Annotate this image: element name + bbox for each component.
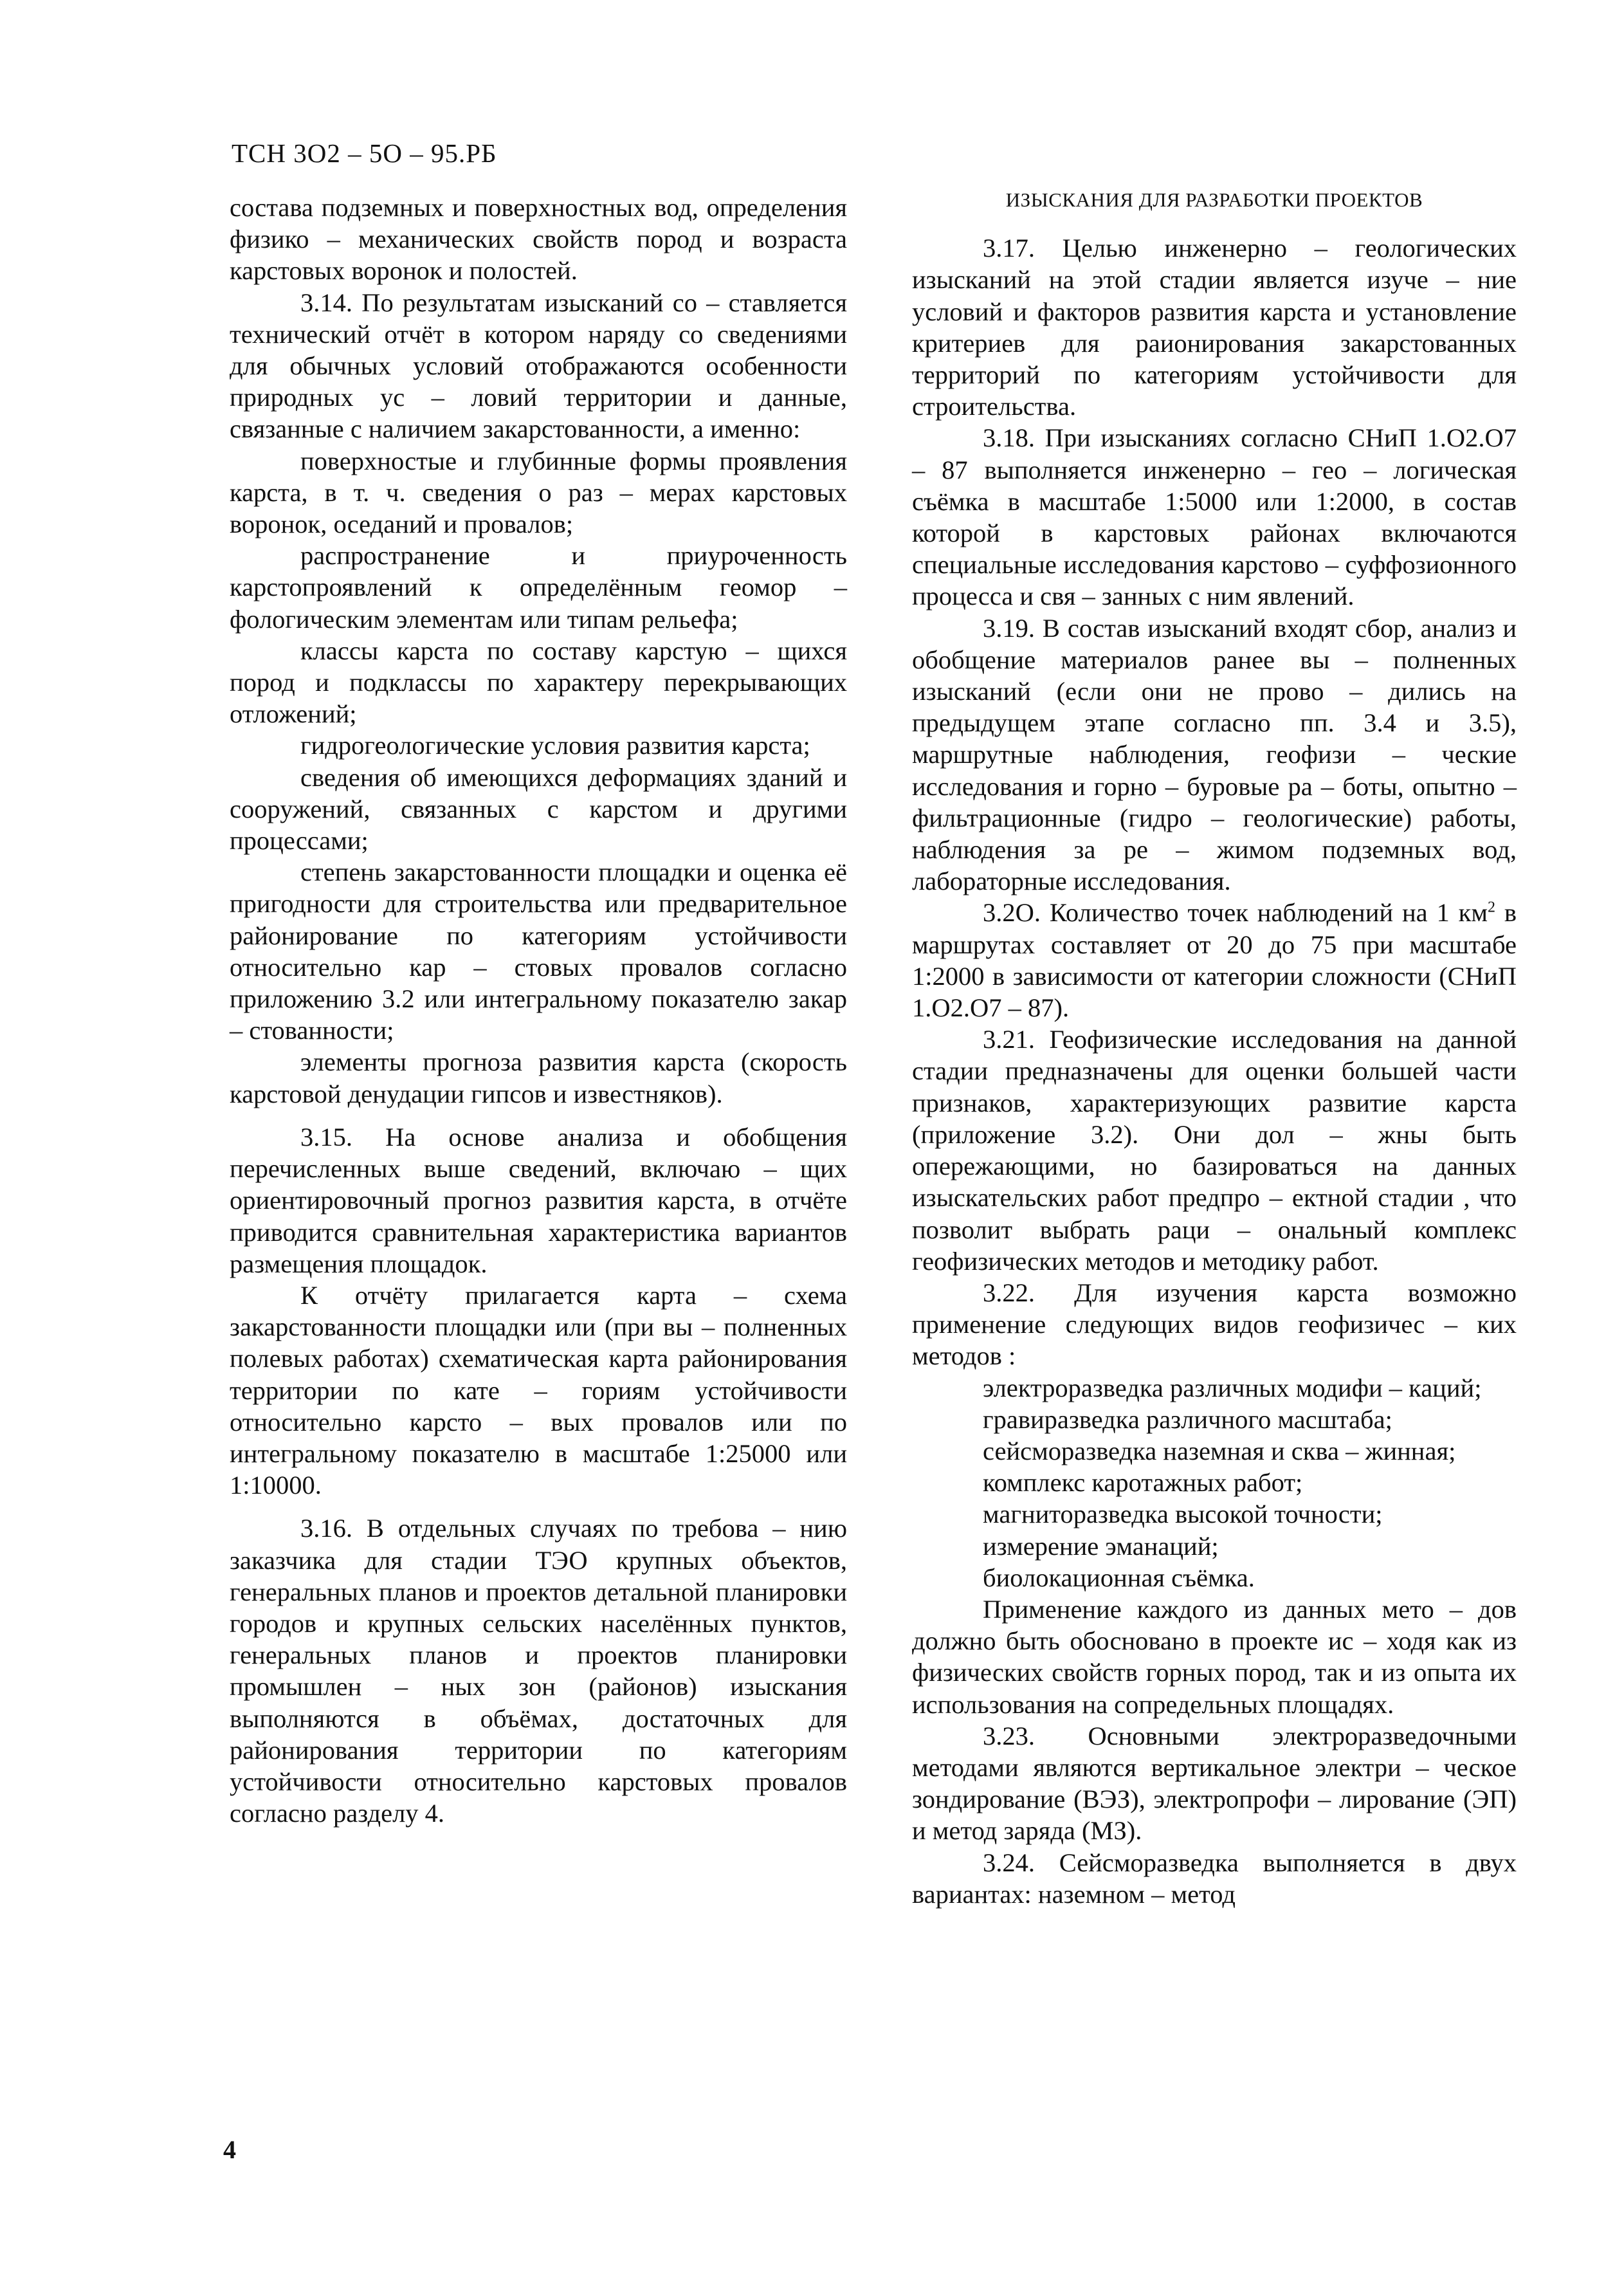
list-item: магниторазведка высокой точности;	[983, 1500, 1383, 1529]
list-item: гравиразведка различного масштаба;	[983, 1404, 1392, 1434]
paragraph-3-23: 3.23. Основными электроразведочными методами являются вертикальное электри – ческое зондирование (ВЭЗ), электропрофи – лирование (ЭП) и метод заряда (МЗ).	[912, 1721, 1517, 1846]
list-item: элементы прогноза развития карста (скорость карстовой денудации гипсов и известняков).	[230, 1047, 847, 1108]
list-item: биолокационная съёмка.	[983, 1563, 1255, 1592]
paragraph: К отчёту прилагается карта – схема закарстованности площадки или (при вы – полненных полевых работах) схематическая карта районирования территории по кате – гориям устойчивости относительно карсто – вых провалов или по интегральному показателю в масштабе 1:25000 или 1:10000.	[230, 1280, 847, 1500]
page-number: 4	[223, 2135, 236, 2164]
list-item: измерение эманаций;	[983, 1531, 1219, 1561]
paragraph-3-19: 3.19. В состав изысканий входят сбор, анализ и обобщение материалов ранее вы – полненных изысканий (если они не прово – дились на предыдущем этапе согласно пп. 3.4 и 3.5), маршрутные наблюдения, геофизи – ческие исследования и горно – буровые ра – боты, опытно – фильтрационные (гидро – геологические) работы, наблюдения за ре – жимом подземных вод, лабораторные исследования.	[912, 613, 1517, 896]
paragraph-3-16: 3.16. В отдельных случаях по требова – нию заказчика для стадии ТЭО крупных объектов, генеральных планов и проектов детальной планировки городов и крупных сельских населённых пунктов, генеральных планов и проектов планировки промышлен – ных зон (районов) изыскания выполняются в объёмах, достаточных для районирования территории по категориям устойчивости относительно карстовых провалов согласно разделу 4.	[230, 1514, 847, 1828]
paragraph-3-20-part2: в маршрутах составляет от 20 до 75 при масштабе 1:2000 в зависимости от категории сложности (СНиП 1.О2.О7 – 87).	[912, 898, 1517, 1023]
paragraph-3-15: 3.15. На основе анализа и обобщения перечисленных выше сведений, включаю – щих ориентировочный прогноз развития карста, в отчёте приводится сравнительная характеристика вариантов размещения площадок.	[230, 1122, 847, 1278]
paragraph-3-24: 3.24. Сейсморазведка выполняется в двух вариантах: наземном – метод	[912, 1848, 1517, 1909]
list-item: распространение и приуроченность карстопроявлений к определённым геомор – фологическим элементам или типам рельефа;	[230, 541, 847, 634]
paragraph-3-20-part1: 3.2О. Количество точек наблюдений на 1 км	[983, 898, 1488, 928]
superscript: 2	[1487, 899, 1495, 916]
left-column	[230, 192, 847, 1829]
section-title: ИЗЫСКАНИЯ ДЛЯ РАЗРАБОТКИ ПРОЕКТОВ	[1005, 188, 1423, 211]
list-item: поверхностые и глубинные формы проявления карста, в т. ч. сведения о раз – мерах карстовых воронок, оседаний и провалов;	[230, 446, 847, 539]
list-item: гидрогеологические условия развития карста;	[300, 731, 810, 760]
list-item: комплекс каротажных работ;	[983, 1468, 1303, 1498]
paragraph-3-22: 3.22. Для изучения карста возможно применение следующих видов геофизичес – ких методов :	[912, 1278, 1517, 1371]
paragraph-3-14: 3.14. По результатам изысканий со – ставляется технический отчёт в котором наряду со сведениями для обычных условий отображаются особенности природных ус – ловий территории и данные, связанные с наличием закарстованности, а именно:	[230, 288, 847, 444]
paragraph-3-18: 3.18. При изысканиях согласно СНиП 1.О2.О7 – 87 выполняется инженерно – гео – логическая съёмка в масштабе 1:5000 или 1:2000, в состав которой в карстовых районах включаются специальные исследования карстово – суффозионного процесса и свя – занных с ним явлений.	[912, 423, 1517, 611]
list-item: классы карста по составу карстую – щихся пород и подклассы по характеру перекрывающих отложений;	[230, 636, 847, 729]
right-column	[912, 184, 1517, 1910]
document-code-header: ТСН 3О2 – 5О – 95.РБ	[232, 138, 497, 168]
paragraph-3-21: 3.21. Геофизические исследования на данной стадии предназначены для оценки большей части признаков, характеризующих развитие карста (приложение 3.2). Они дол – жны быть опережающими, но базироваться на данных изыскательских работ предпро – ектной стадии , что позволит выбрать раци – ональный комплекс геофизических методов и методику работ.	[912, 1025, 1517, 1276]
paragraph-3-20	[912, 897, 1517, 1023]
list-item: сведения об имеющихся деформациях зданий и сооружений, связанных с карстом и другими процессами;	[230, 762, 847, 856]
list-item: электроразведка различных модифи – каций;	[983, 1373, 1482, 1402]
paragraph: состава подземных и поверхностных вод, определения физико – механических свойств пород и возраста карстовых воронок и полостей.	[230, 193, 847, 286]
list-item: степень закарстованности площадки и оценка её пригодности для строительства или предварительное районирование по категориям устойчивости относительно кар – стовых провалов согласно приложению 3.2 или интегральному показателю закар – стованности;	[230, 858, 847, 1045]
list-item: сейсморазведка наземная и сква – жинная;	[983, 1436, 1456, 1465]
paragraph: Применение каждого из данных мето – дов должно быть обосновано в проекте ис – ходя как из физических свойств горных пород, так и из опыта их использования на сопредельных площадях.	[912, 1594, 1517, 1719]
paragraph-3-17: 3.17. Целью инженерно – геологических изысканий на этой стадии является изуче – ние условий и факторов развития карста и установление критериев для раионирования закарстованных территорий по категориям устойчивости для строительства.	[912, 234, 1517, 421]
